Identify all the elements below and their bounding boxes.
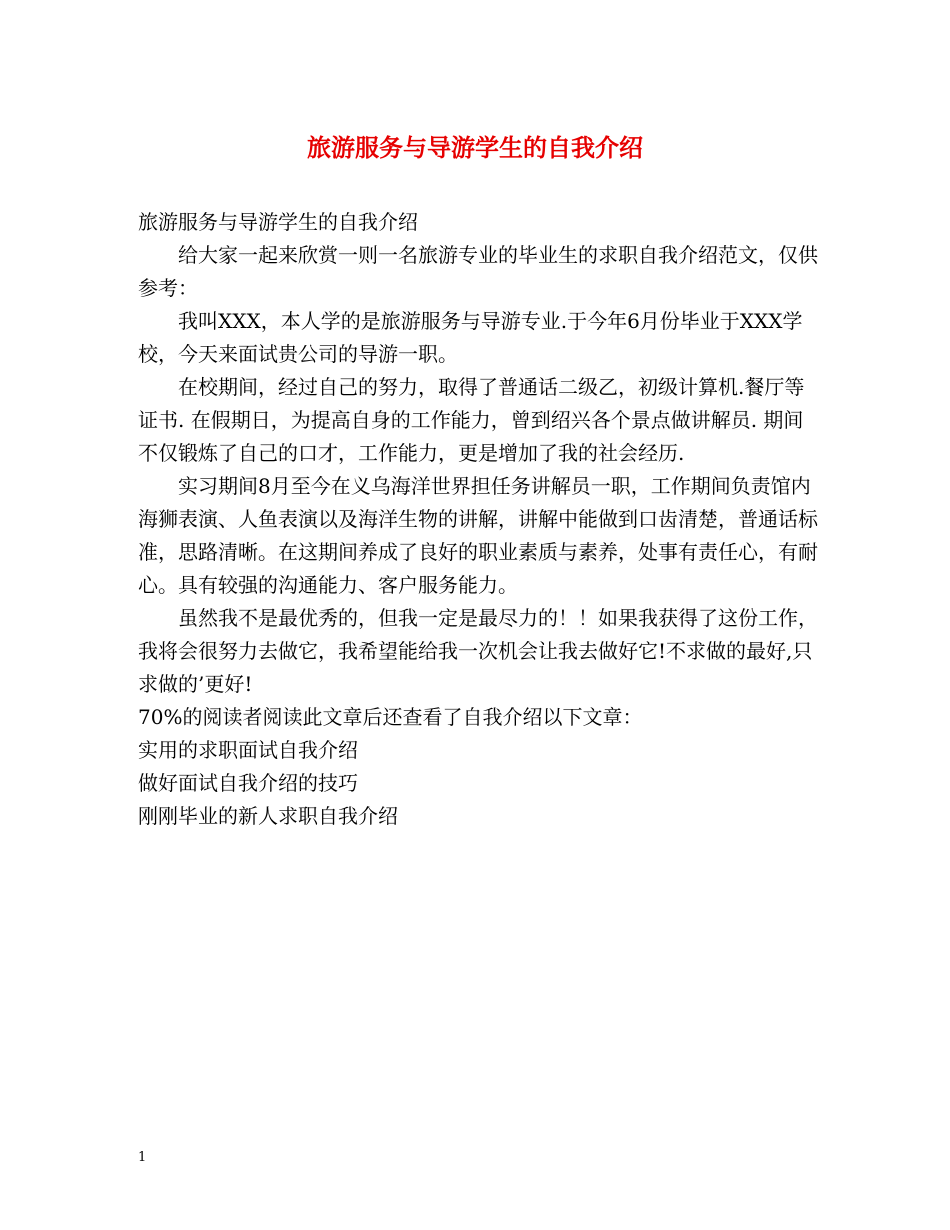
paragraph-name: 我叫XXX，本人学的是旅游服务与导游专业.于今年6月份毕业于XXX学校，今天来面试贵公司的导游一职。 (138, 309, 803, 366)
document-body (138, 206, 818, 833)
related-article-link[interactable]: 刚刚毕业的新人求职自我介绍 (138, 804, 398, 828)
related-article-link[interactable]: 做好面试自我介绍的技巧 (138, 771, 358, 795)
related-articles-intro: 70%的阅读者阅读此文章后还查看了自我介绍以下文章： (138, 705, 643, 729)
page-number: 1 (138, 1150, 147, 1165)
document-subtitle: 旅游服务与导游学生的自我介绍 (138, 210, 418, 234)
paragraph-closing: 虽然我不是最优秀的，但我一定是最尽力的！！如果我获得了这份工作，我将会很努力去做它，我希望能给我一次机会让我去做好它!不求做的最好,只求做的’更好! (138, 606, 818, 696)
paragraph-intro: 给大家一起来欣赏一则一名旅游专业的毕业生的求职自我介绍范文，仅供参考： (138, 243, 818, 300)
document-title: 旅游服务与导游学生的自我介绍 (307, 133, 643, 162)
paragraph-internship: 实习期间8月至今在义乌海洋世界担任务讲解员一职，工作期间负责馆内海狮表演、人鱼表演以及海洋生物的讲解，讲解中能做到口齿清楚，普通话标准，思路清晰。在这期间养成了良好的职业素质与素养，处事有责任心，有耐心。具有较强的沟通能力、客户服务能力。 (138, 474, 818, 597)
related-article-link[interactable]: 实用的求职面试自我介绍 (138, 738, 358, 762)
paragraph-school: 在校期间，经过自己的努力，取得了普通话二级乙，初级计算机.餐厅等证书. 在假期日，为提高自身的工作能力，曾到绍兴各个景点做讲解员. 期间不仅锻炼了自己的口才，工作能力，更是增加了我的社会经历. (138, 375, 805, 465)
